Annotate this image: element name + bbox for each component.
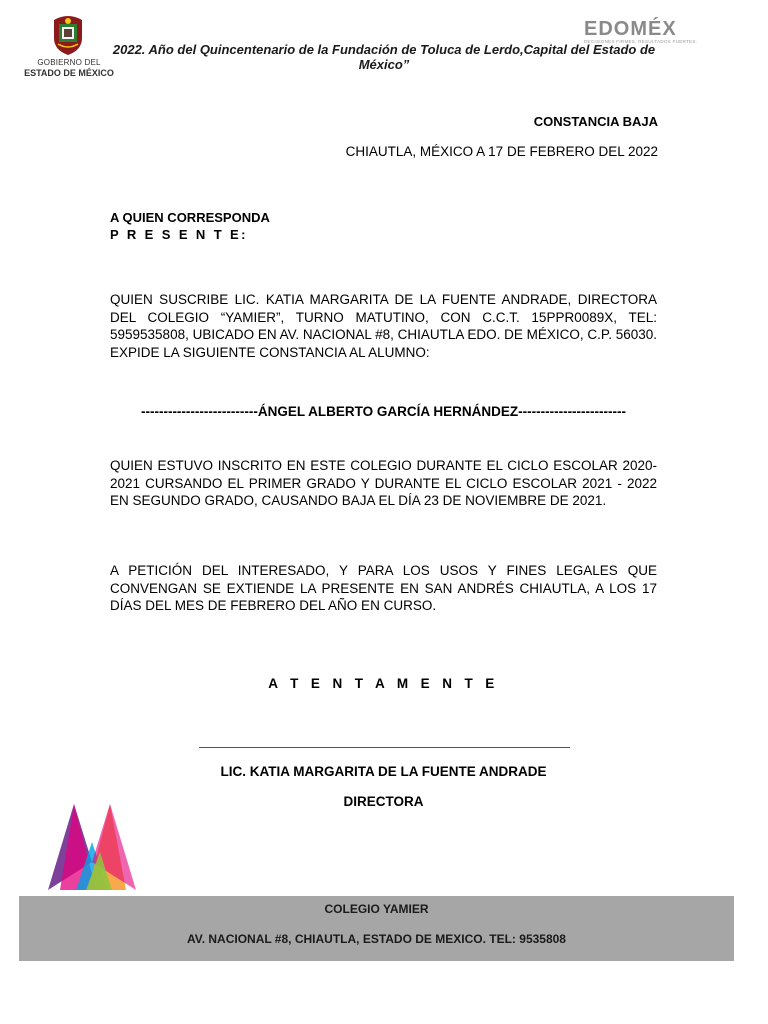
document-title: CONSTANCIA BAJA (533, 114, 658, 129)
document-date: CHIAUTLA, MÉXICO A 17 DE FEBRERO DEL 2022 (345, 144, 658, 159)
footer-band (19, 896, 734, 961)
gov-logo-line2: ESTADO DE MÉXICO (24, 68, 114, 78)
addressee (110, 209, 270, 243)
request-paragraph: A PETICIÓN DEL INTERESADO, Y PARA LOS USOS Y FINES LEGALES QUE CONVENGAN SE EXTIENDE LA PRESENTE EN SAN ANDRÉS CHIAUTLA, A LOS 17 DÍAS DEL MES DE FEBRERO DEL AÑO EN CURSO. (110, 563, 657, 613)
header-motto: 2022. Año del Quincentenario de la Fundación de Toluca de Lerdo,Capital del Estado de México” (112, 42, 656, 72)
footer-address: AV. NACIONAL #8, CHIAUTLA, ESTADO DE MEXICO. TEL: 9535808 (187, 932, 566, 946)
addressee-line1: A QUIEN CORRESPONDA (110, 210, 270, 225)
student-name-line: --------------------------ÁNGEL ALBERTO GARCÍA HERNÁNDEZ------------------------ (140, 404, 627, 419)
signer-role: DIRECTORA (343, 794, 424, 809)
enrollment-paragraph: QUIEN ESTUVO INSCRITO EN ESTE COLEGIO DURANTE EL CICLO ESCOLAR 2020-2021 CURSANDO EL PRIMER GRADO Y DURANTE EL CICLO ESCOLAR 2021 - 2022 EN SEGUNDO GRADO, CAUSANDO BAJA EL DÍA 23 DE NOVIEMBRE DE 2021. (110, 458, 657, 508)
coat-of-arms-icon (50, 14, 86, 56)
edomex-logo-text: EDOMÉX (584, 18, 677, 40)
closing-salutation: A T E N T A M E N T E (268, 676, 499, 691)
footer-school-name: COLEGIO YAMIER (324, 902, 429, 916)
multicolor-m-icon (46, 802, 138, 892)
addressee-line2: P R E S E N T E: (110, 227, 248, 242)
signer-name: LIC. KATIA MARGARITA DE LA FUENTE ANDRADE (220, 764, 547, 779)
government-logo (14, 14, 124, 82)
signature-line (199, 747, 570, 748)
gov-logo-line1: GOBIERNO DEL (37, 58, 101, 67)
edomex-logo-tagline: DECISIONES FIRMES, RESULTADOS FUERTES. (584, 39, 698, 44)
intro-paragraph: QUIEN SUSCRIBE LIC. KATIA MARGARITA DE LA FUENTE ANDRADE, DIRECTORA DEL COLEGIO “YAMIER”, TURNO MATUTINO, CON C.C.T. 15PPR0089X, TEL: 5959535808, UBICADO EN AV. NACIONAL #8, CHIAUTLA EDO. DE MÉXICO, C.P. 56030. EXPIDE LA SIGUIENTE CONSTANCIA AL ALUMNO: (110, 292, 657, 360)
